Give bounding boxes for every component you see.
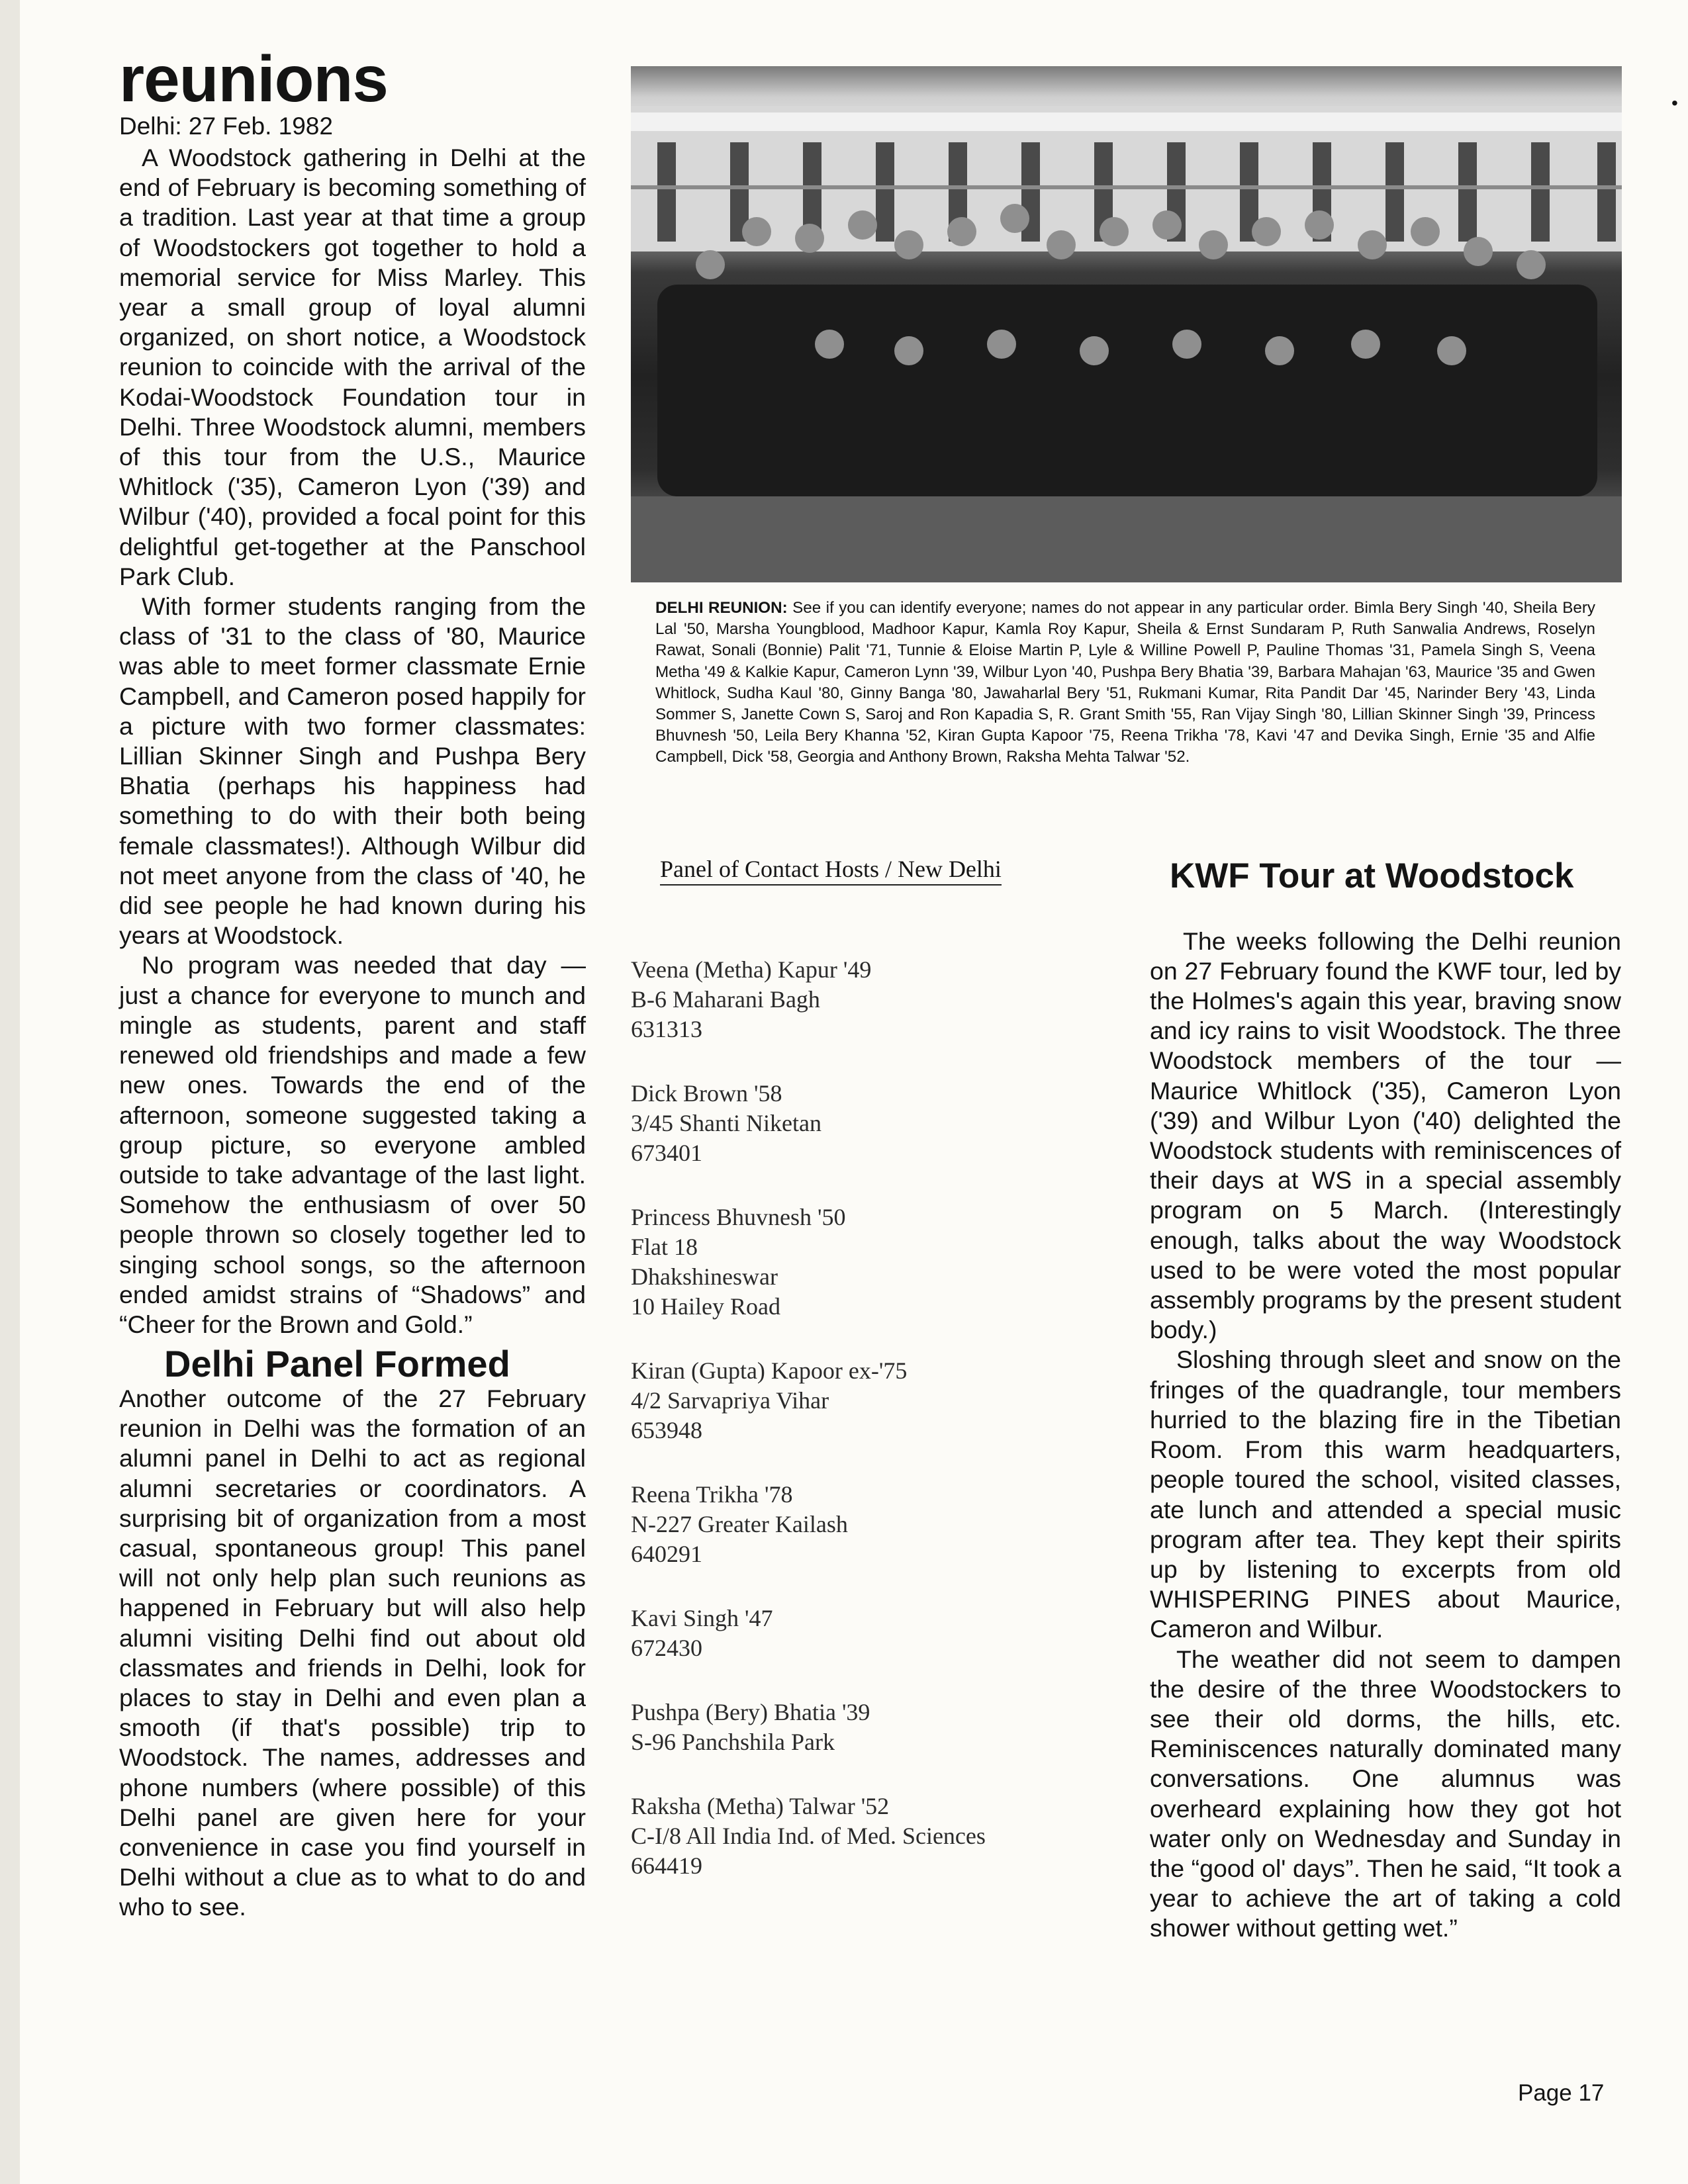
- page-number: Page 17: [1518, 2080, 1605, 2106]
- dateline: Delhi: 27 Feb. 1982: [119, 113, 333, 140]
- host-address: N-227 Greater Kailash: [631, 1511, 848, 1537]
- article-paragraph: The weeks following the Delhi reunion on 27 February found the KWF tour, led by the Holmes's again this year, braving snow and icy rains to visit Woodstock. The three Woodstock members of the tour — Maurice Whitlock ('35), Cameron Lyon ('39) and Wilbur Lyon ('40) delighted the Woodstock students with reminiscences of their days at WS in a special assembly program on 5 March. (Interestingly enough, talks about the way Woodstock used to be were voted the most popular assembly programs by the present student body.): [1150, 927, 1621, 1344]
- group-photo: [631, 66, 1622, 582]
- host-address: 4/2 Sarvapriya Vihar: [631, 1387, 829, 1414]
- article-paragraph: Sloshing through sleet and snow on the fringes of the quadrangle, tour members hurried to the blazing fire in the Tibetian Room. From this warm headquarters, people toured the school, visited classes, ate lunch and attended a special music program after tea. They kept their spirits up by listening to excerpts from old WHISPERING PINES about Maurice, Cameron and Wilbur.: [1150, 1345, 1621, 1643]
- host-phone: 640291: [631, 1541, 702, 1567]
- page-binding-edge: [0, 0, 20, 2184]
- left-column: [119, 42, 586, 1923]
- crowd-silhouettes: [631, 66, 1622, 582]
- host-entry: [631, 1792, 1081, 1881]
- host-phone: 664419: [631, 1852, 702, 1879]
- host-entry: [631, 955, 1081, 1044]
- host-entry: [631, 1604, 1081, 1663]
- photo-caption: [655, 598, 1595, 768]
- host-phone: 653948: [631, 1417, 702, 1443]
- host-name: Veena (Metha) Kapur '49: [631, 956, 872, 983]
- kwf-heading: KWF Tour at Woodstock: [1170, 856, 1574, 895]
- host-address: S-96 Panchshila Park: [631, 1729, 835, 1755]
- host-name: Princess Bhuvnesh '50: [631, 1204, 846, 1230]
- host-entry: [631, 1698, 1081, 1757]
- host-name: Kavi Singh '47: [631, 1605, 773, 1631]
- host-address: C-I/8 All India Ind. of Med. Sciences: [631, 1823, 986, 1849]
- host-name: Dick Brown '58: [631, 1080, 782, 1107]
- right-column: [1150, 858, 1621, 1944]
- hosts-title: Panel of Contact Hosts / New Delhi: [660, 855, 1002, 886]
- section-title: reunions: [119, 42, 388, 115]
- article-paragraph: With former students ranging from the class of '31 to the class of '80, Maurice was able to meet former classmate Ernie Campbell, and Cameron posed happily for a picture with two former classmates: Lillian Skinner Singh and Pushpa Bery Bhatia (perhaps his happiness had something to do with their both being female classmates!). Although Wilbur did not meet anyone from the class of '40, he did see people he had known during his years at Woodstock.: [119, 592, 586, 950]
- article-paragraph: No program was needed that day — just a chance for everyone to munch and mingle as students, parent and staff renewed old friendships and made a few new ones. Towards the end of the afternoon, someone suggested taking a group picture, so everyone ambled outside to take advantage of the last light. Somehow the enthusiasm of over 50 people thrown so closely together led to singing school songs, so the afternoon ended amidst strains of “Shadows” and “Cheer for the Brown and Gold.”: [119, 951, 586, 1338]
- host-name: Raksha (Metha) Talwar '52: [631, 1793, 890, 1819]
- contact-hosts-panel: [631, 855, 1081, 1915]
- article-paragraph: Another outcome of the 27 February reunion in Delhi was the formation of an alumni panel in Delhi to act as regional alumni secretaries or coordinators. A surprising bit of organization from a most casual, spontaneous group! This panel will not only help plan such reunions as happened in February but will also help alumni visiting Delhi find out about old classmates and friends in Delhi, look for places to stay in Delhi and even plan a smooth (if that's possible) trip to Woodstock. The names, addresses and phone numbers (where possible) of this Delhi panel are given here for your convenience in case you find yourself in Delhi without a clue as to what to do and who to see.: [119, 1384, 586, 1921]
- host-entry: [631, 1203, 1081, 1322]
- host-name: Kiran (Gupta) Kapoor ex-'75: [631, 1357, 908, 1384]
- host-phone: 631313: [631, 1016, 702, 1042]
- host-phone: 672430: [631, 1635, 702, 1661]
- host-address: B-6 Maharani Bagh: [631, 986, 820, 1013]
- article-paragraph: A Woodstock gathering in Delhi at the end of February is becoming something of a tradition. Last year at that time a group of Woodstockers got together to hold a memorial service for Miss Marley. This year a small group of loyal alumni organized, on short notice, a Woodstock reunion to coincide with the arrival of the Kodai-Woodstock Foundation tour in Delhi. Three Woodstock alumni, members of this tour from the U.S., Maurice Whitlock ('35), Cameron Lyon ('39) and Wilbur ('40), provided a focal point for this delightful get-together at the Panschool Park Club.: [119, 144, 586, 590]
- article-paragraph: The weather did not seem to dampen the desire of the three Woodstockers to see their old dorms, the hills, etc. Reminiscences naturally dominated many conversations. One alumnus was overheard explaining how they got hot water only on Wednesday and Sunday in the “good ol' days”. Then he said, “It took a year to achieve the art of taking a cold shower without getting wet.”: [1150, 1645, 1621, 1942]
- panel-heading: Delhi Panel Formed: [164, 1343, 510, 1385]
- host-entry: [631, 1356, 1081, 1445]
- host-name: Pushpa (Bery) Bhatia '39: [631, 1699, 870, 1725]
- host-address: Flat 18: [631, 1234, 698, 1260]
- host-address: Dhakshineswar: [631, 1263, 778, 1290]
- corner-mark: •: [1671, 93, 1678, 113]
- host-name: Reena Trikha '78: [631, 1481, 793, 1508]
- caption-text: See if you can identify everyone; names do not appear in any particular order. Bimla Bery Singh '40, Sheila Bery Lal '50, Marsha Youngblood, Madhoor Kapur, Kamla Roy Kapur, Sheila & Ernst Sundaram P, Ruth Sanwalia Andrews, Roselyn Rawat, Sonali (Bonnie) Palit '71, Tunnie & Eloise Martin P, Lyle & Willine Powell P, Pauline Thomas '31, Pamela Singh S, Veena Metha '49 & Kalkie Kapur, Cameron Lynn '39, Wilbur Lyon '40, Pushpa Bery Bhatia '39, Barbara Mahajan '63, Maurice '35 and Gwen Whitlock, Sudha Kaul '80, Ginny Banga '80, Jawaharlal Bery '51, Rukmani Kumar, Rita Pandit Dar '45, Narinder Bery '43, Linda Sommer S, Janette Cown S, Saroj and Ron Kapadia S, R. Grant Smith '55, Ran Vijay Singh '80, Lillian Skinner Singh '39, Princess Bhuvnesh '50, Leila Bery Khanna '52, Kiran Gupta Kapoor '75, Reena Trikha '78, Kavi '47 and Devika Singh, Ernie '35 and Alfie Campbell, Dick '58, Georgia and Anthony Brown, Raksha Mehta Talwar '52.: [655, 599, 1596, 766]
- host-phone: 673401: [631, 1140, 702, 1166]
- host-entry: [631, 1079, 1081, 1168]
- host-entry: [631, 1480, 1081, 1569]
- host-address: 3/45 Shanti Niketan: [631, 1110, 821, 1136]
- caption-label: DELHI REUNION:: [655, 599, 788, 617]
- host-address: 10 Hailey Road: [631, 1293, 780, 1320]
